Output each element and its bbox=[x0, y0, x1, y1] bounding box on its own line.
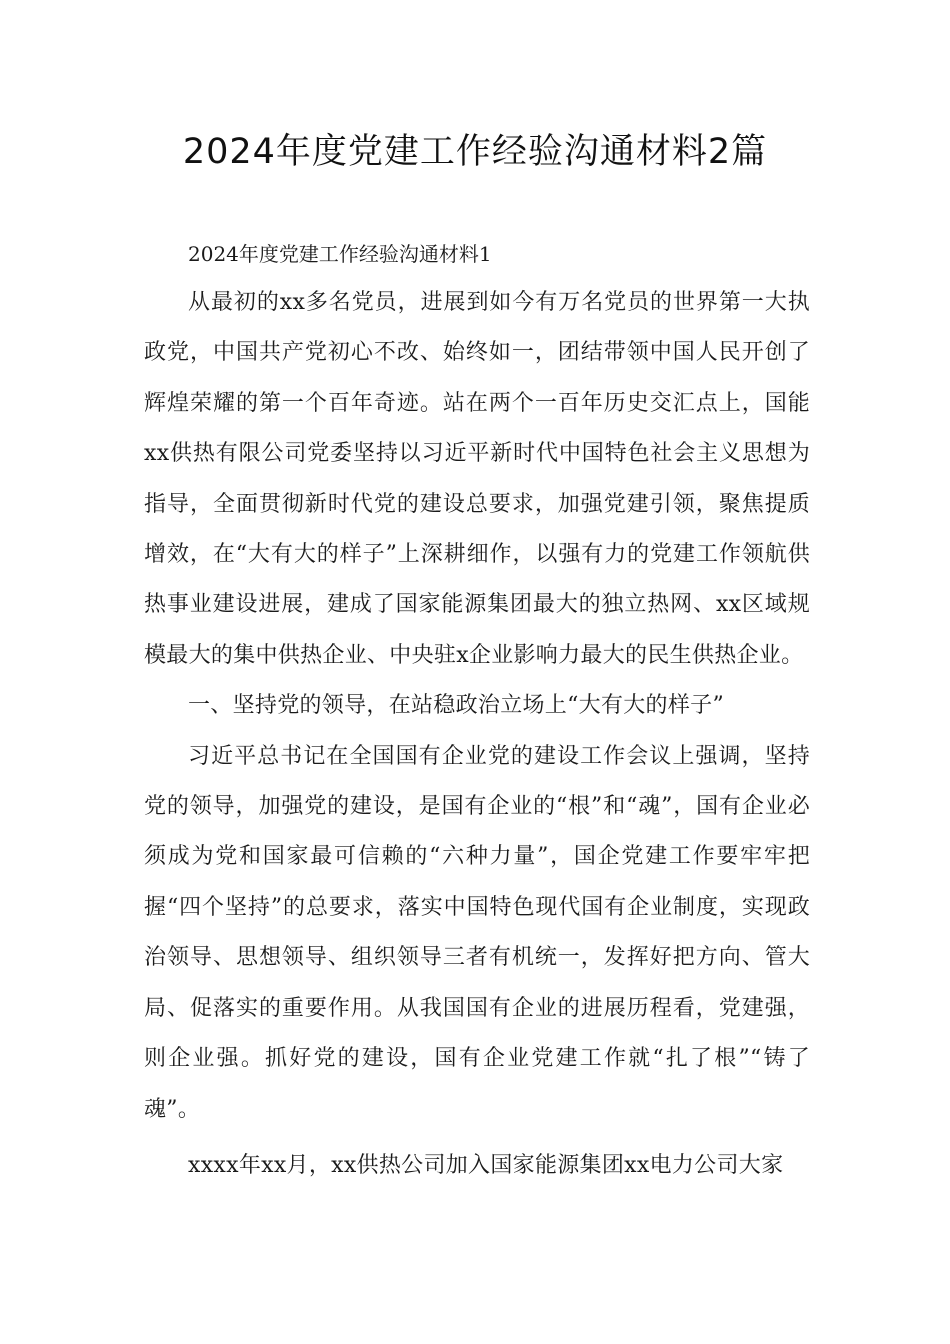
document-body bbox=[144, 230, 810, 1191]
document-subtitle: 2024年度党建工作经验沟通材料1 bbox=[188, 242, 492, 266]
section-paragraph: 习近平总书记在全国国有企业党的建设工作会议上强调，坚持党的领导，加强党的建设，是国有企业的“根”和“魂”，国有企业必须成为党和国家最可信赖的“六种力量”，国企党建工作要牢牢把握“四个坚持”的总要求，落实中国特色现代国有企业制度，实现政治领导、思想领导、组织领导三者有机统一，发挥好把方向、管大局、促落实的重要作用。从我国国有企业的进展历程看，党建强，则企业强。抓好党的建设，国有企业党建工作就“扎了根”“铸了魂”。 bbox=[144, 743, 810, 1122]
section-paragraph: xxxx年xx月，xx供热公司加入国家能源集团xx电力公司大家 bbox=[188, 1152, 784, 1178]
intro-paragraph: 从最初的xx多名党员，进展到如今有万名党员的世界第一大执政党，中国共产党初心不改、始终如一，团结带领中国人民开创了辉煌荣耀的第一个百年奇迹。站在两个一百年历史交汇点上，国能xx供热有限公司党委坚持以习近平新时代中国特色社会主义思想为指导，全面贯彻新时代党的建设总要求，加强党建引领，聚焦提质增效，在“大有大的样子”上深耕细作，以强有力的党建工作领航供热事业建设进展，建成了国家能源集团最大的独立热网、xx区域规模最大的集中供热企业、中央驻x企业影响力最大的民生供热企业。 bbox=[144, 290, 810, 668]
document-title: 2024年度党建工作经验沟通材料2篇 bbox=[182, 132, 768, 172]
section-heading: 一、坚持党的领导，在站稳政治立场上“大有大的样子” bbox=[188, 693, 724, 719]
